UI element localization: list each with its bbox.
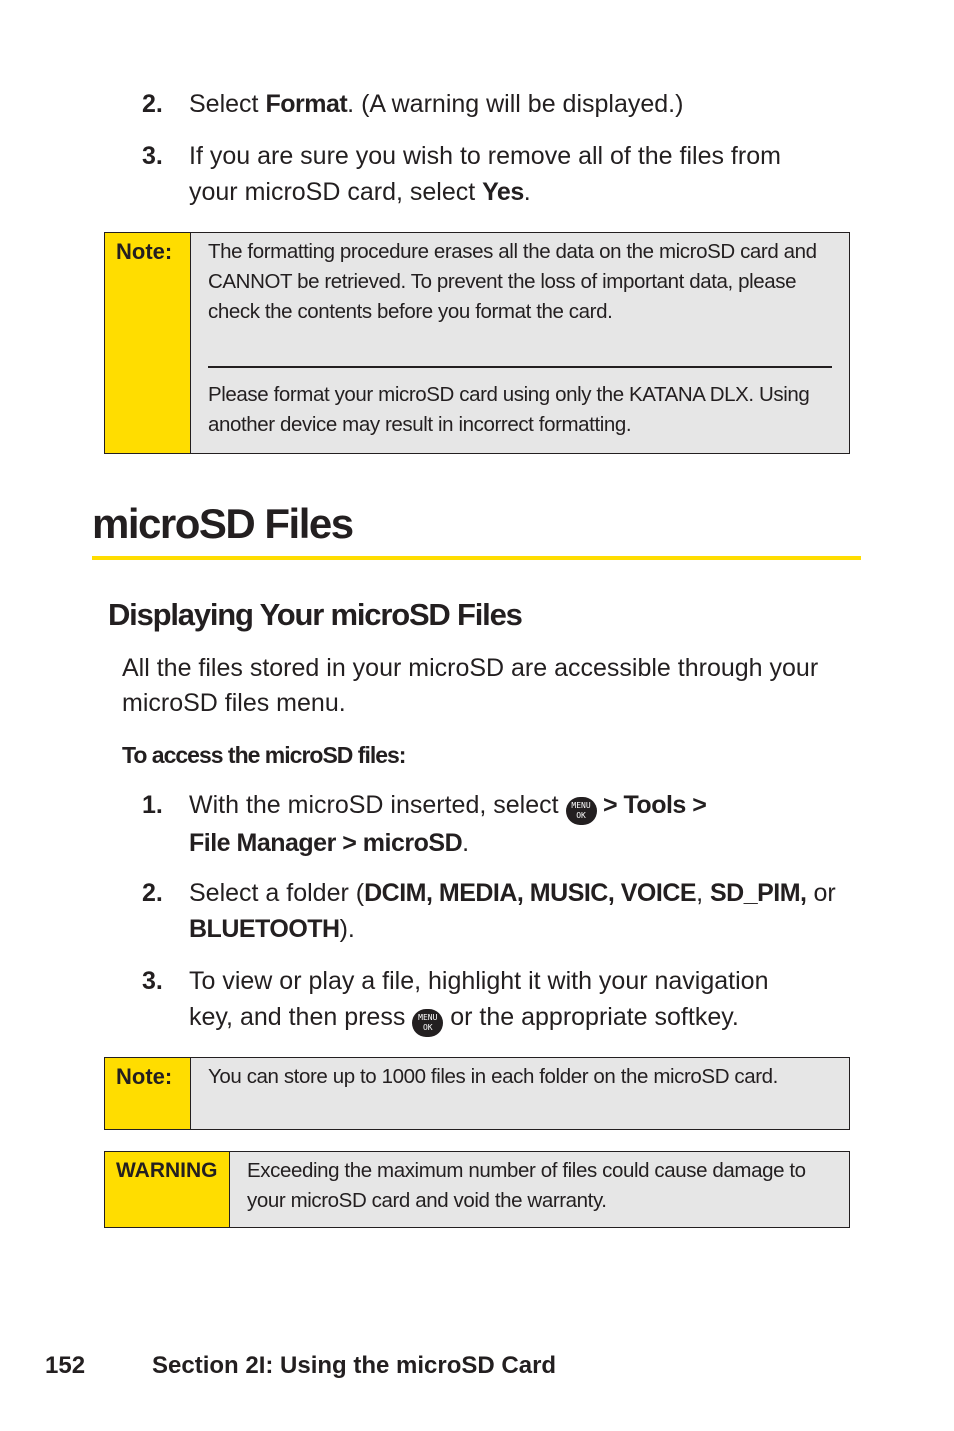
format-option: Format — [265, 90, 348, 118]
warning-label: WARNING — [105, 1152, 230, 1227]
subsection-title: Displaying Your microSD Files — [108, 597, 522, 632]
step-number: 1. — [142, 791, 163, 819]
intro-paragraph: All the files stored in your microSD are accessible through your microSD files menu. — [122, 654, 819, 717]
section-rule — [92, 556, 861, 560]
step-number: 3. — [142, 142, 163, 170]
step-text: With the microSD inserted, select MENU OK > Tools > File Manager > microSD. — [189, 791, 707, 857]
folder-names: DCIM, MEDIA, MUSIC, VOICE — [364, 879, 697, 907]
step-number: 2. — [142, 90, 163, 118]
step-text: To view or play a file, highlight it with your navigation key, and then press MENU OK or the appropriate softkey. — [189, 963, 869, 1037]
note-label: Note: — [105, 233, 191, 453]
tools-path: > Tools > — [596, 791, 707, 819]
file-manager-path: File Manager > microSD — [189, 829, 463, 857]
warning-box — [104, 1151, 850, 1228]
warning-text: Exceeding the maximum number of files could cause damage to your microSD card and void the warranty. — [247, 1159, 806, 1212]
folder-sd-pim: SD_PIM, — [709, 879, 807, 907]
note-box-formatting — [104, 232, 850, 454]
step-text: If you are sure you wish to remove all of the files from your microSD card, select Yes. — [189, 142, 781, 206]
page-number: 152 — [45, 1352, 86, 1379]
footer-section-title: Section 2I: Using the microSD Card — [152, 1352, 557, 1379]
step-number: 2. — [142, 879, 163, 907]
note-box-file-limit — [104, 1057, 850, 1130]
folder-bluetooth: BLUETOOTH — [189, 915, 340, 943]
section-title: microSD Files — [92, 500, 353, 547]
note-text: You can store up to 1000 files in each folder on the microSD card. — [208, 1065, 778, 1088]
yes-option: Yes — [482, 178, 524, 206]
procedure-heading: To access the microSD files: — [122, 742, 406, 768]
step-text: Select Format. (A warning will be displayed.) — [189, 90, 684, 118]
note-divider — [208, 366, 832, 368]
menu-ok-key-icon: MENU OK — [566, 797, 597, 825]
note-paragraph-1: The formatting procedure erases all the data on the microSD card and CANNOT be retrieved. To prevent the loss of important data, please check the contents before you format the card. — [208, 240, 817, 323]
step-number: 3. — [142, 967, 163, 995]
menu-ok-key-icon: MENU OK — [412, 1009, 443, 1037]
note-paragraph-2: Please format your microSD card using only the KATANA DLX. Using another device may result in incorrect formatting. — [208, 383, 810, 436]
step-text: Select a folder (DCIM, MEDIA, MUSIC, VOICE, SD_PIM, or BLUETOOTH). — [189, 879, 836, 943]
note-label: Note: — [105, 1058, 191, 1129]
